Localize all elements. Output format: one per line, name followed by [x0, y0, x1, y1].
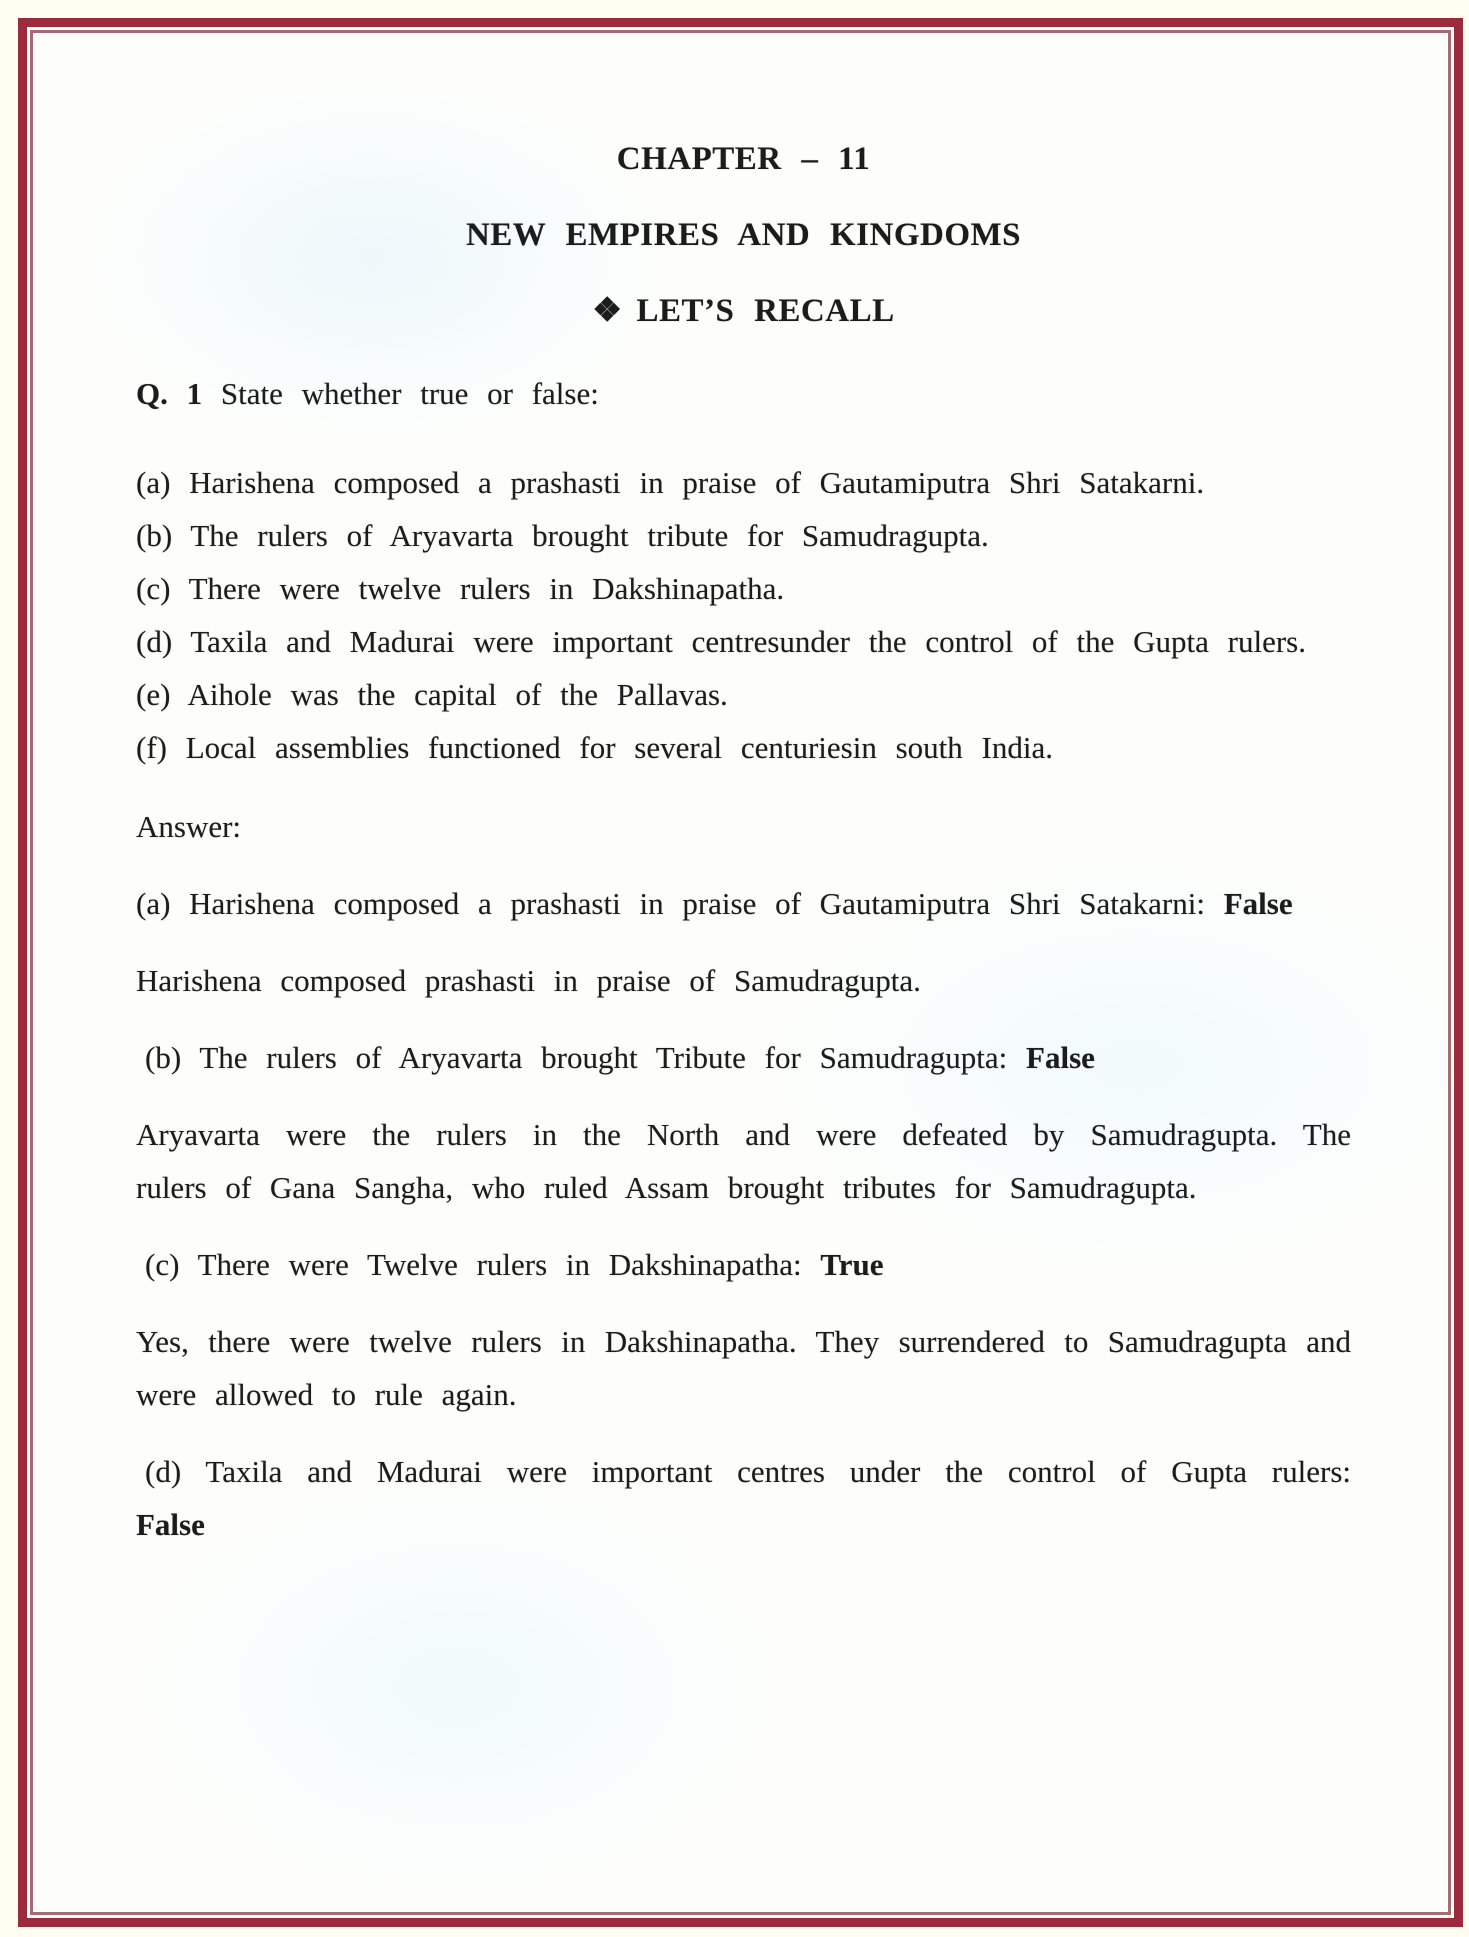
answer-verdict-a: False [1223, 886, 1293, 921]
question-number: Q. 1 [136, 376, 203, 411]
section-heading [136, 285, 1351, 337]
answer-verdict-d: False [136, 1507, 205, 1542]
answer-explanation-a: Harishena composed prashasti in praise of Samudragupta. [136, 963, 921, 998]
section-heading-label: LET’S RECALL [636, 293, 895, 329]
answer-statement-d [136, 1445, 1351, 1551]
answer-block-c [136, 1238, 1351, 1421]
question-item-e: (e) Aihole was the capital of the Pallavas. [136, 677, 728, 712]
question-item-a: (a) Harishena composed a prashasti in praise of Gautamiputra Shri Satakarni. [136, 465, 1205, 500]
answer-verdict-b: False [1026, 1040, 1095, 1075]
question-item-c: (c) There were twelve rulers in Dakshinapatha. [136, 571, 785, 606]
answer-verdict-c: True [820, 1247, 884, 1282]
answer-statement-text: (a) Harishena composed a prashasti in praise of Gautamiputra Shri Satakarni: [136, 886, 1205, 921]
question-line [136, 367, 1351, 420]
document-body [136, 133, 1351, 1551]
question-prompt: State whether true or false: [220, 376, 599, 411]
answer-block-d [136, 1445, 1351, 1551]
answer-statement-b [136, 1031, 1351, 1084]
answer-explanation-c: Yes, there were twelve rulers in Dakshinapatha. They surrendered to Samudragupta and were allowed to rule again. [136, 1324, 1351, 1412]
page-border-frame [18, 18, 1463, 1927]
answer-statement-text: (c) There were Twelve rulers in Dakshinapatha: [145, 1247, 802, 1282]
question-item-b: (b) The rulers of Aryavarta brought tribute for Samudragupta. [136, 518, 989, 553]
answer-statement-text: (d) Taxila and Madurai were important centres under the control of Gupta rulers: [145, 1454, 1351, 1489]
title-heading: NEW EMPIRES AND KINGDOMS [465, 217, 1022, 253]
answer-label: Answer: [136, 809, 242, 844]
chapter-heading: CHAPTER – 11 [616, 141, 871, 177]
answer-statement-text: (b) The rulers of Aryavarta brought Tribute for Samudragupta: [145, 1040, 1008, 1075]
question-items-list [136, 456, 1351, 774]
answer-statement-a [136, 877, 1351, 930]
question-item-d: (d) Taxila and Madurai were important centresunder the control of the Gupta rulers. [136, 624, 1306, 659]
answer-explanation-b: Aryavarta were the rulers in the North and were defeated by Samudragupta. The rulers of Gana Sangha, who ruled Assam brought tributes for Samudragupta. [136, 1117, 1351, 1205]
page-inner-border [30, 30, 1451, 1915]
answer-statement-c [136, 1238, 1351, 1291]
answer-block-b [136, 1031, 1351, 1214]
diamond-bullet-icon: ❖ [592, 293, 623, 329]
question-item-f: (f) Local assemblies functioned for several centuriesin south India. [136, 730, 1053, 765]
answer-block-a [136, 877, 1351, 1007]
